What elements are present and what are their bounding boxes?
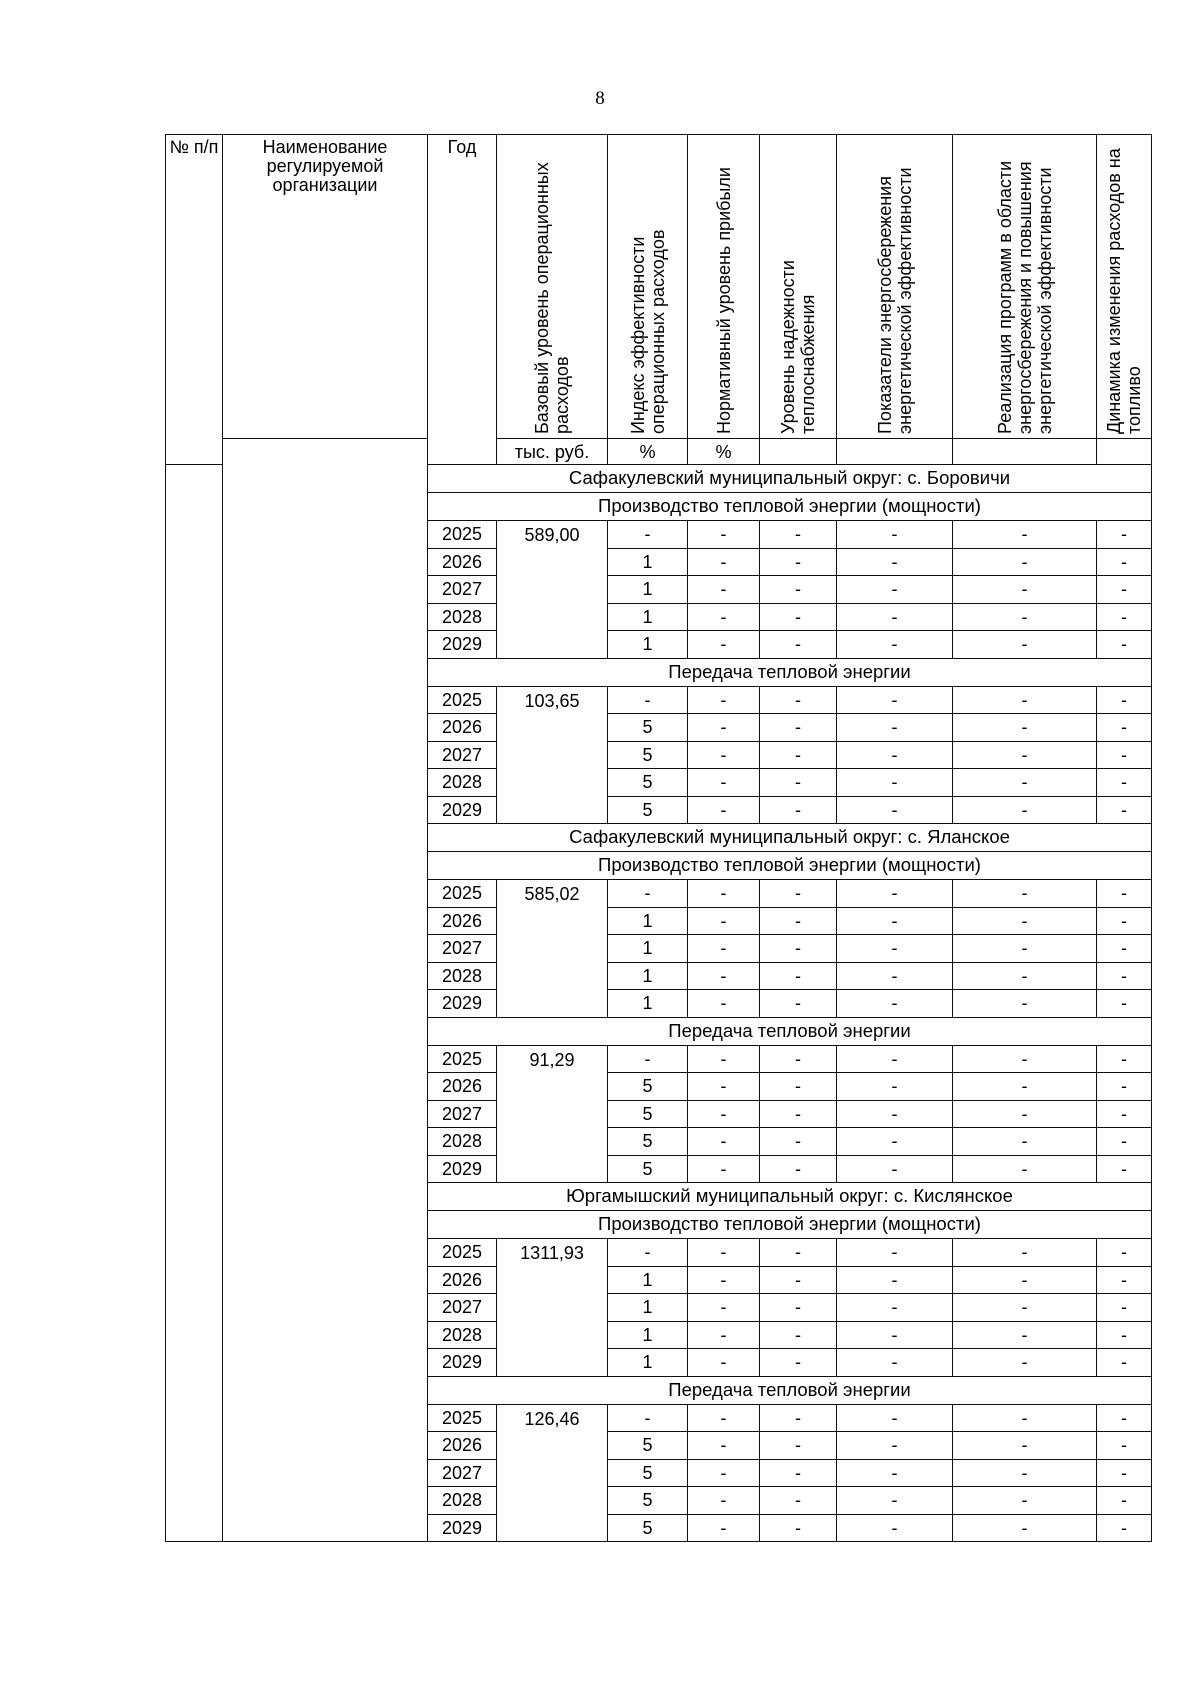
- value-cell: -: [760, 1239, 837, 1267]
- value-cell: -: [760, 769, 837, 797]
- value-cell: 1: [608, 603, 688, 631]
- value-cell: -: [688, 686, 760, 714]
- value-cell: 5: [608, 1155, 688, 1183]
- value-cell: -: [953, 1100, 1097, 1128]
- value-cell: -: [760, 1321, 837, 1349]
- value-cell: -: [953, 962, 1097, 990]
- value-cell: -: [837, 990, 953, 1018]
- value-cell: -: [688, 1487, 760, 1515]
- value-cell: -: [837, 1266, 953, 1294]
- base-opex-value: 126,46: [497, 1404, 608, 1542]
- value-cell: -: [953, 521, 1097, 549]
- value-cell: -: [760, 714, 837, 742]
- value-cell: 5: [608, 1487, 688, 1515]
- header-label: Базовый уровень операционных расходов: [531, 162, 572, 434]
- value-cell: -: [1097, 907, 1152, 935]
- value-cell: -: [837, 880, 953, 908]
- year-cell: 2028: [428, 1487, 497, 1515]
- value-cell: -: [1097, 714, 1152, 742]
- value-cell: -: [688, 521, 760, 549]
- value-cell: -: [837, 1514, 953, 1542]
- value-cell: -: [688, 1321, 760, 1349]
- value-cell: -: [1097, 1239, 1152, 1267]
- year-cell: 2025: [428, 521, 497, 549]
- year-cell: 2029: [428, 990, 497, 1018]
- value-cell: -: [608, 521, 688, 549]
- value-cell: -: [760, 1155, 837, 1183]
- year-cell: 2026: [428, 548, 497, 576]
- value-cell: -: [760, 1404, 837, 1432]
- group-title: Юргамышский муниципальный округ: с. Кислянское: [428, 1183, 1152, 1211]
- value-cell: 5: [608, 1514, 688, 1542]
- value-cell: -: [760, 935, 837, 963]
- year-cell: 2025: [428, 1404, 497, 1432]
- value-cell: -: [1097, 521, 1152, 549]
- value-cell: -: [760, 1432, 837, 1460]
- value-cell: -: [688, 1073, 760, 1101]
- value-cell: -: [688, 1155, 760, 1183]
- year-cell: 2026: [428, 907, 497, 935]
- value-cell: -: [688, 741, 760, 769]
- value-cell: -: [688, 603, 760, 631]
- value-cell: 5: [608, 714, 688, 742]
- value-cell: 5: [608, 1459, 688, 1487]
- value-cell: -: [1097, 1487, 1152, 1515]
- value-cell: -: [837, 548, 953, 576]
- unit-cell: [760, 439, 837, 465]
- year-cell: 2028: [428, 1321, 497, 1349]
- group-title: Сафакулевский муниципальный округ: с. Боровичи: [428, 465, 1152, 493]
- year-cell: 2026: [428, 1432, 497, 1460]
- value-cell: -: [1097, 1514, 1152, 1542]
- value-cell: -: [837, 1321, 953, 1349]
- value-cell: -: [953, 576, 1097, 604]
- value-cell: -: [760, 576, 837, 604]
- value-cell: 5: [608, 1128, 688, 1156]
- value-cell: -: [953, 1073, 1097, 1101]
- value-cell: -: [688, 1514, 760, 1542]
- year-cell: 2027: [428, 1294, 497, 1322]
- value-cell: -: [688, 1459, 760, 1487]
- value-cell: -: [1097, 1432, 1152, 1460]
- value-cell: 1: [608, 548, 688, 576]
- value-cell: 1: [608, 935, 688, 963]
- value-cell: -: [953, 631, 1097, 659]
- value-cell: -: [760, 1100, 837, 1128]
- value-cell: -: [953, 935, 1097, 963]
- value-cell: -: [953, 1128, 1097, 1156]
- value-cell: -: [760, 1128, 837, 1156]
- header-organization: Наименование регулируемой организации: [223, 135, 428, 439]
- base-opex-value: 103,65: [497, 686, 608, 824]
- value-cell: -: [953, 1459, 1097, 1487]
- value-cell: 1: [608, 1321, 688, 1349]
- value-cell: -: [760, 907, 837, 935]
- value-cell: 5: [608, 1432, 688, 1460]
- value-cell: -: [1097, 603, 1152, 631]
- value-cell: -: [760, 1349, 837, 1377]
- unit-cell: %: [688, 439, 760, 465]
- year-cell: 2027: [428, 576, 497, 604]
- unit-cell: %: [608, 439, 688, 465]
- value-cell: 1: [608, 962, 688, 990]
- value-cell: -: [1097, 1045, 1152, 1073]
- year-cell: 2025: [428, 1239, 497, 1267]
- year-cell: 2027: [428, 741, 497, 769]
- value-cell: -: [608, 1045, 688, 1073]
- value-cell: -: [953, 1294, 1097, 1322]
- header-year: Год: [428, 135, 497, 465]
- value-cell: -: [760, 796, 837, 824]
- value-cell: -: [837, 935, 953, 963]
- value-cell: -: [837, 1432, 953, 1460]
- header-label: Динамика изменения расходов на топливо: [1103, 148, 1144, 434]
- value-cell: -: [837, 962, 953, 990]
- value-cell: -: [1097, 548, 1152, 576]
- year-cell: 2029: [428, 1349, 497, 1377]
- value-cell: -: [688, 1239, 760, 1267]
- value-cell: 5: [608, 796, 688, 824]
- value-cell: -: [1097, 1100, 1152, 1128]
- value-cell: -: [688, 1432, 760, 1460]
- value-cell: 1: [608, 631, 688, 659]
- value-cell: 5: [608, 1073, 688, 1101]
- value-cell: -: [837, 1239, 953, 1267]
- organization-cell: [223, 439, 428, 1542]
- value-cell: -: [688, 548, 760, 576]
- value-cell: -: [688, 631, 760, 659]
- base-opex-value: 585,02: [497, 880, 608, 1018]
- value-cell: -: [760, 1459, 837, 1487]
- value-cell: -: [688, 1045, 760, 1073]
- year-cell: 2026: [428, 1266, 497, 1294]
- value-cell: -: [837, 1128, 953, 1156]
- value-cell: -: [837, 1073, 953, 1101]
- section-title: Производство тепловой энергии (мощности): [428, 852, 1152, 880]
- page-number: 8: [595, 88, 605, 109]
- header-energy-saving: [837, 135, 953, 439]
- header-label: Реализация программ в области энергосбережения и повышения энергетической эффективности: [994, 160, 1055, 434]
- unit-cell: [1097, 439, 1152, 465]
- year-cell: 2025: [428, 880, 497, 908]
- header-fuel-dynamics: [1097, 135, 1152, 439]
- value-cell: -: [608, 1404, 688, 1432]
- value-cell: -: [953, 796, 1097, 824]
- year-cell: 2028: [428, 603, 497, 631]
- value-cell: -: [1097, 1294, 1152, 1322]
- value-cell: -: [1097, 576, 1152, 604]
- unit-cell: [837, 439, 953, 465]
- value-cell: -: [760, 1514, 837, 1542]
- number-cell: [166, 465, 223, 1542]
- value-cell: -: [688, 935, 760, 963]
- value-cell: -: [688, 576, 760, 604]
- value-cell: -: [1097, 686, 1152, 714]
- header-label: Индекс эффективности операционных расходов: [627, 229, 668, 434]
- value-cell: -: [953, 769, 1097, 797]
- value-cell: -: [953, 686, 1097, 714]
- base-opex-value: 91,29: [497, 1045, 608, 1183]
- value-cell: -: [760, 1266, 837, 1294]
- value-cell: -: [837, 686, 953, 714]
- header-label: Показатели энергосбережения энергетической эффективности: [874, 167, 915, 434]
- value-cell: -: [760, 686, 837, 714]
- value-cell: -: [837, 1459, 953, 1487]
- value-cell: -: [760, 521, 837, 549]
- value-cell: -: [688, 1294, 760, 1322]
- value-cell: -: [953, 880, 1097, 908]
- value-cell: -: [760, 990, 837, 1018]
- section-title: Производство тепловой энергии (мощности): [428, 1211, 1152, 1239]
- value-cell: -: [1097, 1128, 1152, 1156]
- value-cell: -: [688, 1128, 760, 1156]
- value-cell: -: [837, 576, 953, 604]
- year-cell: 2029: [428, 631, 497, 659]
- base-opex-value: 589,00: [497, 521, 608, 659]
- unit-cell: тыс. руб.: [497, 439, 608, 465]
- value-cell: -: [953, 603, 1097, 631]
- value-cell: 1: [608, 1349, 688, 1377]
- value-cell: -: [837, 603, 953, 631]
- section-title: Производство тепловой энергии (мощности): [428, 493, 1152, 521]
- value-cell: 1: [608, 990, 688, 1018]
- value-cell: -: [953, 1487, 1097, 1515]
- value-cell: -: [688, 1266, 760, 1294]
- header-efficiency-index: [608, 135, 688, 439]
- value-cell: -: [688, 962, 760, 990]
- header-base-opex: [497, 135, 608, 439]
- year-cell: 2029: [428, 1155, 497, 1183]
- value-cell: -: [837, 1487, 953, 1515]
- value-cell: -: [837, 521, 953, 549]
- value-cell: -: [1097, 1321, 1152, 1349]
- year-cell: 2026: [428, 714, 497, 742]
- year-cell: 2026: [428, 1073, 497, 1101]
- value-cell: -: [688, 1349, 760, 1377]
- value-cell: -: [953, 907, 1097, 935]
- year-cell: 2029: [428, 796, 497, 824]
- value-cell: -: [1097, 796, 1152, 824]
- value-cell: -: [1097, 1266, 1152, 1294]
- year-cell: 2029: [428, 1514, 497, 1542]
- value-cell: -: [953, 714, 1097, 742]
- value-cell: -: [953, 1514, 1097, 1542]
- value-cell: -: [953, 1045, 1097, 1073]
- value-cell: -: [760, 548, 837, 576]
- value-cell: -: [760, 880, 837, 908]
- value-cell: -: [688, 1100, 760, 1128]
- value-cell: -: [1097, 1073, 1152, 1101]
- section-title: Передача тепловой энергии: [428, 1017, 1152, 1045]
- value-cell: -: [760, 1294, 837, 1322]
- year-cell: 2027: [428, 1100, 497, 1128]
- value-cell: -: [688, 880, 760, 908]
- value-cell: -: [1097, 631, 1152, 659]
- value-cell: -: [837, 1349, 953, 1377]
- value-cell: -: [760, 1487, 837, 1515]
- value-cell: -: [760, 631, 837, 659]
- year-cell: 2028: [428, 962, 497, 990]
- value-cell: 1: [608, 1266, 688, 1294]
- value-cell: -: [837, 1100, 953, 1128]
- value-cell: -: [953, 990, 1097, 1018]
- value-cell: 5: [608, 741, 688, 769]
- value-cell: -: [688, 1404, 760, 1432]
- group-title: Сафакулевский муниципальный округ: с. Яланское: [428, 824, 1152, 852]
- value-cell: -: [837, 907, 953, 935]
- section-title: Передача тепловой энергии: [428, 1376, 1152, 1404]
- year-cell: 2028: [428, 769, 497, 797]
- units-row: [166, 439, 1152, 465]
- year-cell: 2025: [428, 1045, 497, 1073]
- value-cell: -: [953, 1155, 1097, 1183]
- unit-cell: [953, 439, 1097, 465]
- value-cell: -: [688, 990, 760, 1018]
- value-cell: -: [688, 796, 760, 824]
- value-cell: -: [1097, 962, 1152, 990]
- header-label: Уровень надежности теплоснабжения: [777, 260, 818, 434]
- year-cell: 2027: [428, 1459, 497, 1487]
- value-cell: -: [837, 1404, 953, 1432]
- value-cell: -: [608, 1239, 688, 1267]
- value-cell: -: [688, 714, 760, 742]
- header-programs: [953, 135, 1097, 439]
- value-cell: -: [760, 741, 837, 769]
- value-cell: -: [760, 1073, 837, 1101]
- value-cell: -: [953, 1239, 1097, 1267]
- value-cell: -: [837, 1294, 953, 1322]
- header-reliability: [760, 135, 837, 439]
- value-cell: -: [608, 880, 688, 908]
- value-cell: -: [953, 1404, 1097, 1432]
- value-cell: -: [953, 1321, 1097, 1349]
- value-cell: -: [608, 686, 688, 714]
- value-cell: -: [837, 1155, 953, 1183]
- value-cell: -: [953, 1349, 1097, 1377]
- year-cell: 2028: [428, 1128, 497, 1156]
- value-cell: -: [837, 796, 953, 824]
- regulation-table: [165, 134, 1152, 1542]
- value-cell: -: [688, 907, 760, 935]
- value-cell: -: [837, 769, 953, 797]
- header-row: [166, 135, 1152, 439]
- value-cell: -: [837, 714, 953, 742]
- base-opex-value: 1311,93: [497, 1239, 608, 1377]
- value-cell: 1: [608, 576, 688, 604]
- value-cell: -: [1097, 1155, 1152, 1183]
- value-cell: 5: [608, 769, 688, 797]
- header-number: № п/п: [166, 135, 223, 465]
- value-cell: -: [1097, 769, 1152, 797]
- header-label: Нормативный уровень прибыли: [713, 167, 734, 434]
- value-cell: 5: [608, 1100, 688, 1128]
- value-cell: -: [1097, 990, 1152, 1018]
- value-cell: -: [1097, 935, 1152, 963]
- value-cell: -: [837, 1045, 953, 1073]
- value-cell: 1: [608, 907, 688, 935]
- value-cell: -: [953, 1266, 1097, 1294]
- value-cell: -: [1097, 1404, 1152, 1432]
- value-cell: -: [1097, 1459, 1152, 1487]
- header-profit-level: [688, 135, 760, 439]
- year-cell: 2025: [428, 686, 497, 714]
- value-cell: -: [837, 631, 953, 659]
- value-cell: 1: [608, 1294, 688, 1322]
- value-cell: -: [1097, 741, 1152, 769]
- value-cell: -: [688, 769, 760, 797]
- value-cell: -: [1097, 880, 1152, 908]
- value-cell: -: [837, 741, 953, 769]
- value-cell: -: [760, 603, 837, 631]
- value-cell: -: [760, 1045, 837, 1073]
- value-cell: -: [953, 741, 1097, 769]
- year-cell: 2027: [428, 935, 497, 963]
- value-cell: -: [760, 962, 837, 990]
- value-cell: -: [953, 548, 1097, 576]
- section-title: Передача тепловой энергии: [428, 658, 1152, 686]
- value-cell: -: [1097, 1349, 1152, 1377]
- value-cell: -: [953, 1432, 1097, 1460]
